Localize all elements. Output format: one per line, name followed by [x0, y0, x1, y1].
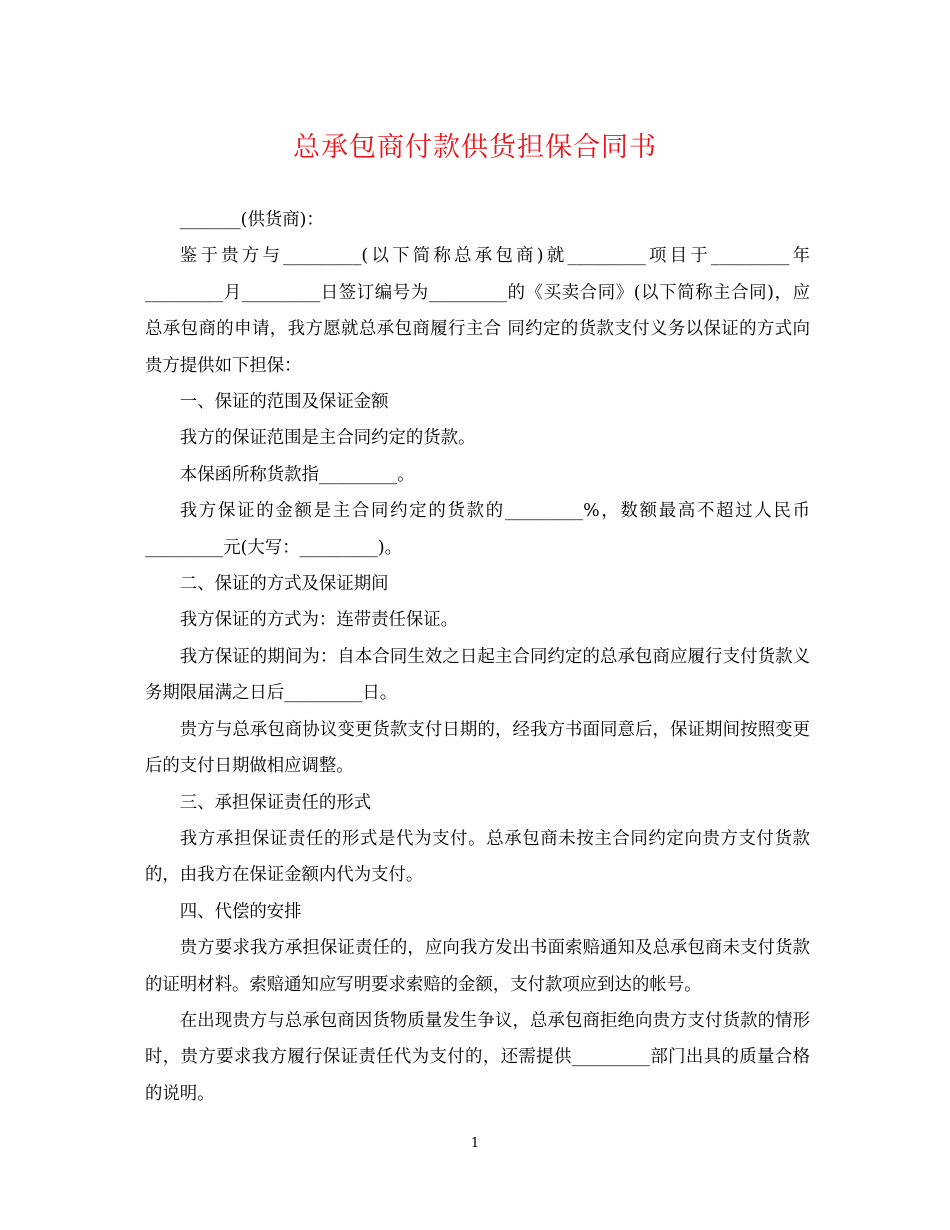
document-title: 总承包商付款供货担保合同书: [293, 132, 657, 163]
section-heading-2: 二、保证的方式及保证期间: [179, 574, 389, 595]
paragraph: 贵方要求我方承担保证责任的，应向我方发出书面索赔通知及总承包商未支付货款的证明材料。索赔通知应写明要求索赔的金额，支付款项应到达的帐号。: [145, 938, 810, 995]
section-heading-1: 一、保证的范围及保证金额: [179, 392, 389, 413]
paragraph: 在出现贵方与总承包商因货物质量发生争议，总承包商拒绝向贵方支付货款的情形时，贵方要求我方履行保证责任代为支付的，还需提供_________部门出具的质量合格的说明。: [145, 1010, 810, 1104]
paragraph: 我方保证的期间为：自本合同生效之日起主合同约定的总承包商应履行支付货款义务期限届满之日后_________日。: [145, 646, 810, 704]
paragraph: 我方保证的金额是主合同约定的货款的_________%，数额最高不超过人民币_________元(大写：_________)。: [145, 501, 810, 558]
page-number: 1: [470, 1136, 480, 1151]
paragraph: 本保函所称货款指_________。: [179, 464, 415, 485]
paragraph-addressee: _______(供货商)：: [179, 210, 324, 230]
document-body: [145, 202, 810, 1112]
paragraph: 我方保证的方式为：连带责任保证。: [179, 610, 459, 631]
paragraph: 我方的保证范围是主合同约定的货款。: [179, 428, 476, 449]
paragraph: 贵方与总承包商协议变更货款支付日期的，经我方书面同意后，保证期间按照变更后的支付日期做相应调整。: [145, 719, 810, 777]
paragraph: 我方承担保证责任的形式是代为支付。总承包商未按主合同约定向贵方支付货款的，由我方在保证金额内代为支付。: [145, 828, 810, 886]
paragraph-preamble: 鉴于贵方与_________(以下简称总承包商)就_________项目于_________年_________月_________日签订编号为_________的《买卖合同》(以下简称主合同)，应总承包商的申请，我方愿就总承包商履行主合 同约定的货款支付义务以保证的方式向贵方提供如下担保：: [145, 246, 810, 376]
section-heading-4: 四、代偿的安排: [179, 901, 302, 922]
section-heading-3: 三、承担保证责任的形式: [179, 792, 372, 813]
